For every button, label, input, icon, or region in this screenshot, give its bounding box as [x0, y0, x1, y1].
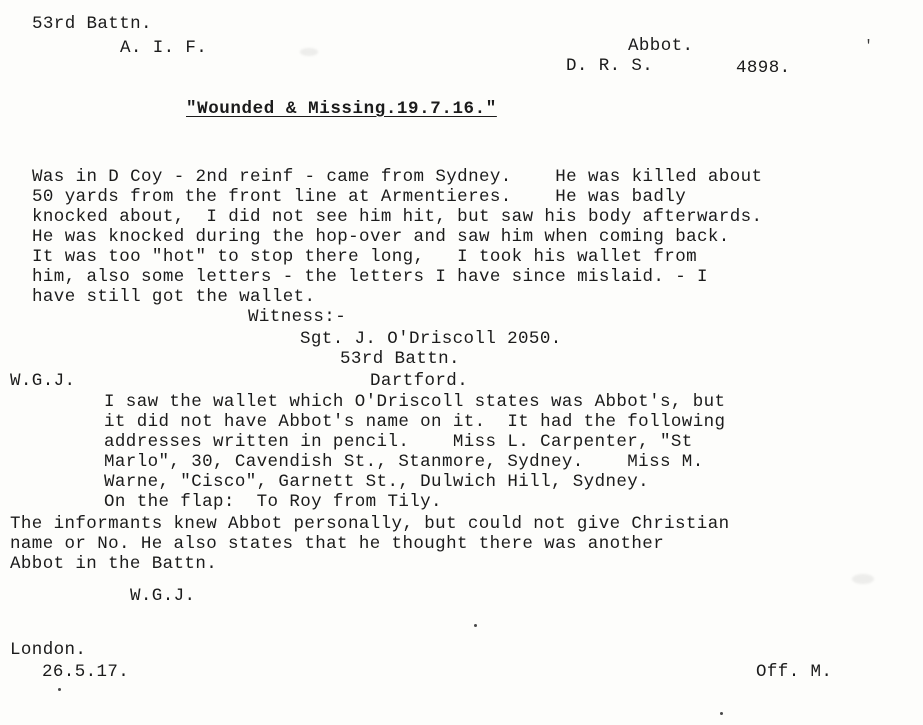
page-speck — [58, 688, 61, 691]
body-line: Marlo", 30, Cavendish St., Stanmore, Sydney. Miss M. — [104, 452, 704, 472]
page-title: "Wounded & Missing.19.7.16." — [186, 99, 497, 119]
signature-initials: W.G.J. — [130, 586, 196, 606]
body-line: On the flap: To Roy from Tily. — [104, 492, 442, 512]
soldier-name: Abbot. — [628, 36, 694, 56]
body-line: it did not have Abbot's name on it. It had the following — [104, 412, 726, 432]
body-line: name or No. He also states that he thought there was another — [10, 534, 665, 554]
body-line: him, also some letters - the letters I have since mislaid. - I — [32, 267, 708, 287]
page-smudge — [300, 48, 318, 56]
initials-left: W.G.J. — [10, 371, 76, 391]
page-speck — [474, 624, 477, 627]
unit-line-2: A. I. F. — [120, 38, 208, 58]
body-line: Warne, "Cisco", Garnett St., Dulwich Hill, Sydney. — [104, 472, 650, 492]
footer-place: London. — [10, 640, 87, 660]
body-line: I saw the wallet which O'Driscoll states was Abbot's, but — [104, 392, 726, 412]
witness-label: Witness:- — [248, 307, 347, 327]
body-line: It was too "hot" to stop there long, I took his wallet from — [32, 247, 698, 267]
body-line: addresses written in pencil. Miss L. Carpenter, "St — [104, 432, 693, 452]
body-line: Was in D Coy - 2nd reinf - came from Sydney. He was killed about — [32, 167, 763, 187]
body-line: Abbot in the Battn. — [10, 554, 218, 574]
body-line: have still got the wallet. — [32, 287, 316, 307]
reference-number: 4898. — [736, 58, 791, 78]
witness-unit: 53rd Battn. — [340, 349, 460, 369]
footer-office: Off. M. — [756, 662, 833, 682]
page-speck — [720, 712, 723, 715]
body-line: He was knocked during the hop-over and saw him when coming back. — [32, 227, 730, 247]
reference-label: D. R. S. — [566, 56, 654, 76]
stray-pen-mark: ' — [864, 38, 874, 55]
body-line: knocked about, I did not see him hit, but saw his body afterwards. — [32, 207, 763, 227]
witness-name: Sgt. J. O'Driscoll 2050. — [300, 329, 562, 349]
body-line: 50 yards from the front line at Armentieres. He was badly — [32, 187, 687, 207]
unit-line-1: 53rd Battn. — [32, 14, 152, 34]
witness-place: Dartford. — [370, 371, 469, 391]
footer-date: 26.5.17. — [42, 662, 130, 682]
page-smudge — [852, 574, 874, 584]
body-line: The informants knew Abbot personally, but could not give Christian — [10, 514, 730, 534]
